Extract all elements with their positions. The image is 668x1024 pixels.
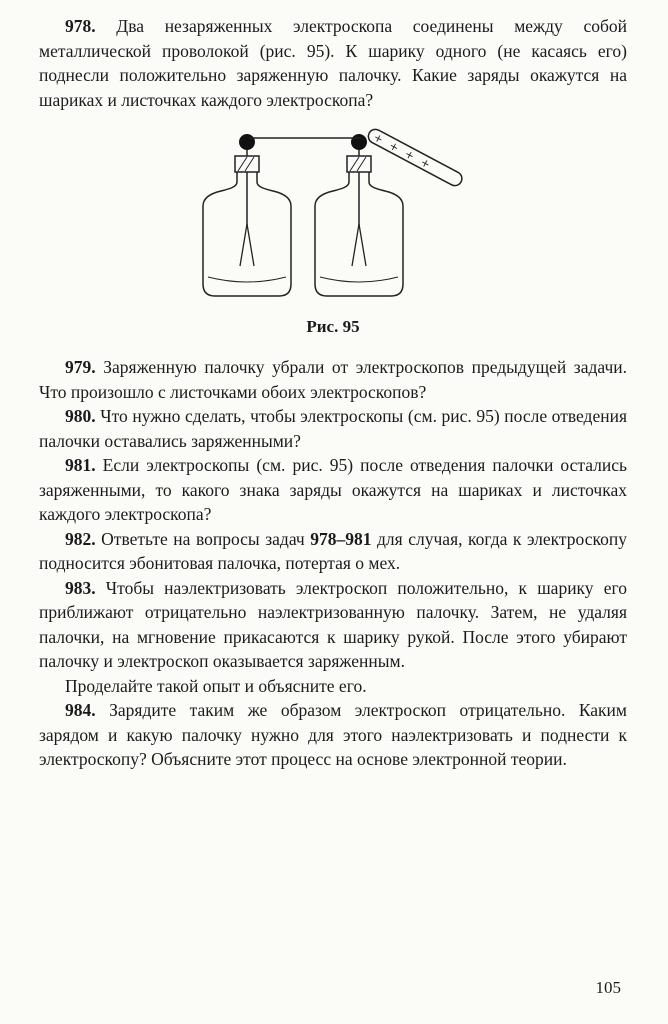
problem-983-text: Чтобы наэлектризовать электроскоп положительно, к шарику его приближают отрицательно наэлектризованную палочку. Затем, не удаляя палочки, на мгновение прикасаются к шарику рукой. После этого убирают палочку и электроскоп оказывается заряженным. <box>39 577 627 671</box>
ball-left <box>239 134 255 150</box>
leaf-left-1 <box>240 224 247 266</box>
bottle-left-base-line <box>208 277 286 282</box>
problem-984-text: Зарядите таким же образом электроскоп отрицательно. Каким зарядом и какую палочку нужно для этого наэлектризовать и поднести к электроскопу? Объясните этот процесс на основе электронной теории. <box>39 700 627 769</box>
problem-979-text: Заряженную палочку убрали от электроскопов предыдущей задачи. Что произошло с листочками обоих электроскопов? <box>39 357 627 402</box>
page-number: 105 <box>595 978 621 997</box>
problem-984 <box>39 698 627 772</box>
page-footer <box>39 978 627 998</box>
problem-979-number: 979. <box>65 357 96 377</box>
problem-978-number: 978. <box>65 16 96 36</box>
problem-978 <box>39 14 627 112</box>
problem-981-number: 981. <box>65 455 96 475</box>
problem-980-text: Что нужно сделать, чтобы электроскопы (см. рис. 95) после отведения палочки оставались заряженными? <box>39 406 627 451</box>
problem-978-text: Два незаряженных электроскопа соединены между собой металлической проволокой (рис. 95). К шарику одного (не касаясь его) поднесли положительно заряженную палочку. Какие заряды окажутся на шариках и листочках каждого электроскопа? <box>39 16 627 110</box>
problem-981-text: Если электроскопы (см. рис. 95) после отведения палочки остались заряженными, то какого знака заряды окажутся на шариках и листочках каждого электроскопа? <box>39 455 627 524</box>
plus-charges: + + + + <box>371 130 435 173</box>
problem-983-number: 983. <box>65 577 96 598</box>
figure-95-caption: Рис. 95 <box>306 317 360 336</box>
problem-984-number: 984. <box>65 700 96 720</box>
problem-983-text-2: Проделайте такой опыт и объясните его. <box>65 675 367 696</box>
bottle-right-base-line <box>320 277 398 282</box>
electroscope-left <box>203 134 291 296</box>
problem-980 <box>39 404 627 453</box>
leaf-right-1 <box>352 224 359 266</box>
problem-983 <box>39 576 627 674</box>
figure-95-drawing <box>199 126 467 308</box>
problem-982-text-after: для случая, когда к электроскопу подносится эбонитовая палочка, потертая о мех. <box>39 528 627 573</box>
figure-95 <box>199 126 467 351</box>
problem-981 <box>39 453 627 527</box>
ball-right <box>351 134 367 150</box>
problem-980-number: 980. <box>65 406 96 426</box>
problem-982 <box>39 527 627 576</box>
leaf-right-2 <box>359 224 366 266</box>
problem-982-number: 982. <box>65 528 96 549</box>
electroscope-right <box>315 134 403 296</box>
problem-982-bold-range: 978–981 <box>310 528 372 549</box>
problem-983-paragraph-2 <box>39 674 627 699</box>
leaf-left-2 <box>247 224 254 266</box>
charged-rod <box>366 127 464 188</box>
problem-979 <box>39 355 627 404</box>
problem-982-text-before: Ответьте на вопросы задач <box>95 528 311 549</box>
